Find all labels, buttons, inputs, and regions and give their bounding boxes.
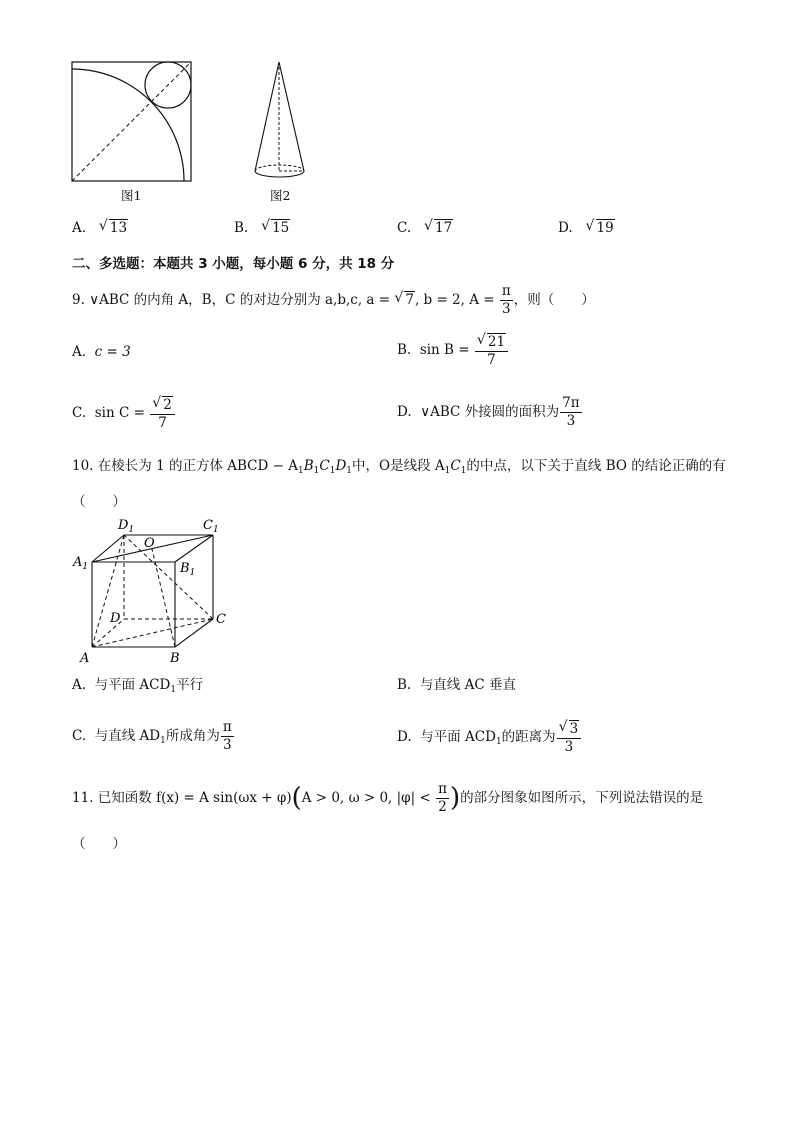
q10-stem: 10. 在棱长为 1 的正方体 ABCD − $A_1B_1C_1D_1$中，O是线段 $A_1C_1$的中点，以下关于直线 BO 的结论正确的有 bbox=[72, 458, 726, 476]
q8-option-d[interactable]: D. √ 19 bbox=[558, 218, 614, 236]
sqrt-sign-icon: √ 15 bbox=[261, 218, 290, 236]
label-d1: $D_1$ bbox=[118, 518, 135, 535]
fraction: $\frac{\pi}{2}$ bbox=[438, 781, 447, 815]
label-b1: $B_1$ bbox=[180, 561, 196, 578]
fraction: $\frac{\pi}{3}$ bbox=[222, 719, 232, 753]
q10-paren: （ ） bbox=[72, 494, 126, 510]
q8-option-b[interactable]: B. √ 15 bbox=[234, 218, 290, 236]
q9-option-a[interactable]: A. c = 3 bbox=[72, 344, 131, 360]
q9-option-b[interactable]: B. sin B = √ 21 7 bbox=[397, 333, 509, 368]
figure-2-caption: 图2 bbox=[270, 188, 291, 203]
figure-1-caption: 图1 bbox=[121, 188, 142, 203]
label-c: C bbox=[216, 612, 226, 627]
q10-option-c[interactable]: C. 与直线 $AD_1$所成角为 $\frac{\pi}{3}$ bbox=[72, 719, 232, 753]
q10-option-b[interactable]: B. 与直线 AC 垂直 bbox=[397, 677, 516, 693]
fraction: √ 21 7 bbox=[475, 333, 508, 368]
label-c1: $C_1$ bbox=[203, 518, 219, 535]
label-a1: $A_1$ bbox=[73, 555, 89, 572]
sqrt-sign-icon: √ 13 bbox=[98, 218, 128, 236]
label-o: O bbox=[144, 536, 155, 551]
q9-option-c[interactable]: C. sin C = √ 2 7 bbox=[72, 396, 176, 431]
sqrt-sign-icon: √ 3 bbox=[558, 719, 579, 737]
sqrt-sign-icon: √ 2 bbox=[152, 395, 172, 413]
fraction: $\frac{\pi}{3}$ bbox=[501, 283, 511, 317]
q10-option-a[interactable]: A. 与平面 $ACD_1$平行 bbox=[72, 677, 204, 695]
label-b: B bbox=[170, 651, 180, 666]
sqrt-sign-icon: √ 21 bbox=[476, 332, 506, 350]
sqrt-sign-icon: √ 7 bbox=[394, 289, 414, 308]
q9-option-d[interactable]: D. ∨ABC 外接圆的面积为 $\frac{7\pi}{3}$ bbox=[397, 395, 580, 429]
fraction: √ 2 7 bbox=[150, 396, 175, 431]
label-a: A bbox=[80, 651, 90, 666]
cube-diagram bbox=[70, 514, 240, 666]
q11-stem: 11. 已知函数 f(x) = A sin(ωx + φ)(A > 0, ω > 0, |φ| < $\frac{\pi}{2}$ )的部分图象如图所示，下列说法错误的是 bbox=[72, 781, 704, 815]
figure-2-cone bbox=[250, 60, 310, 182]
fraction: $\frac{7\pi}{3}$ bbox=[562, 395, 580, 429]
sqrt-sign-icon: √ 19 bbox=[585, 218, 614, 236]
fraction: √ 3 3 bbox=[557, 720, 582, 755]
q8-option-a[interactable]: A. √ 13 bbox=[72, 218, 128, 236]
q11-paren: （ ） bbox=[72, 836, 126, 852]
q10-option-d[interactable]: D. 与平面 $ACD_1$的距离为 √ 3 3 bbox=[397, 720, 582, 755]
q8-option-c[interactable]: C. √ 17 bbox=[397, 218, 453, 236]
q9-stem: 9. ∨ABC 的内角 A，B，C 的对边分别为 a,b,c, a = √ 7, b = 2, A = $\frac{\pi}{3}$ ，则（ ） bbox=[72, 283, 595, 317]
sqrt-sign-icon: √ 17 bbox=[424, 218, 453, 236]
figure-1-diagram bbox=[70, 60, 194, 184]
section-title: 二、多选题：本题共 3 小题，每小题 6 分，共 18 分 bbox=[72, 256, 395, 272]
label-d: D bbox=[110, 611, 121, 626]
